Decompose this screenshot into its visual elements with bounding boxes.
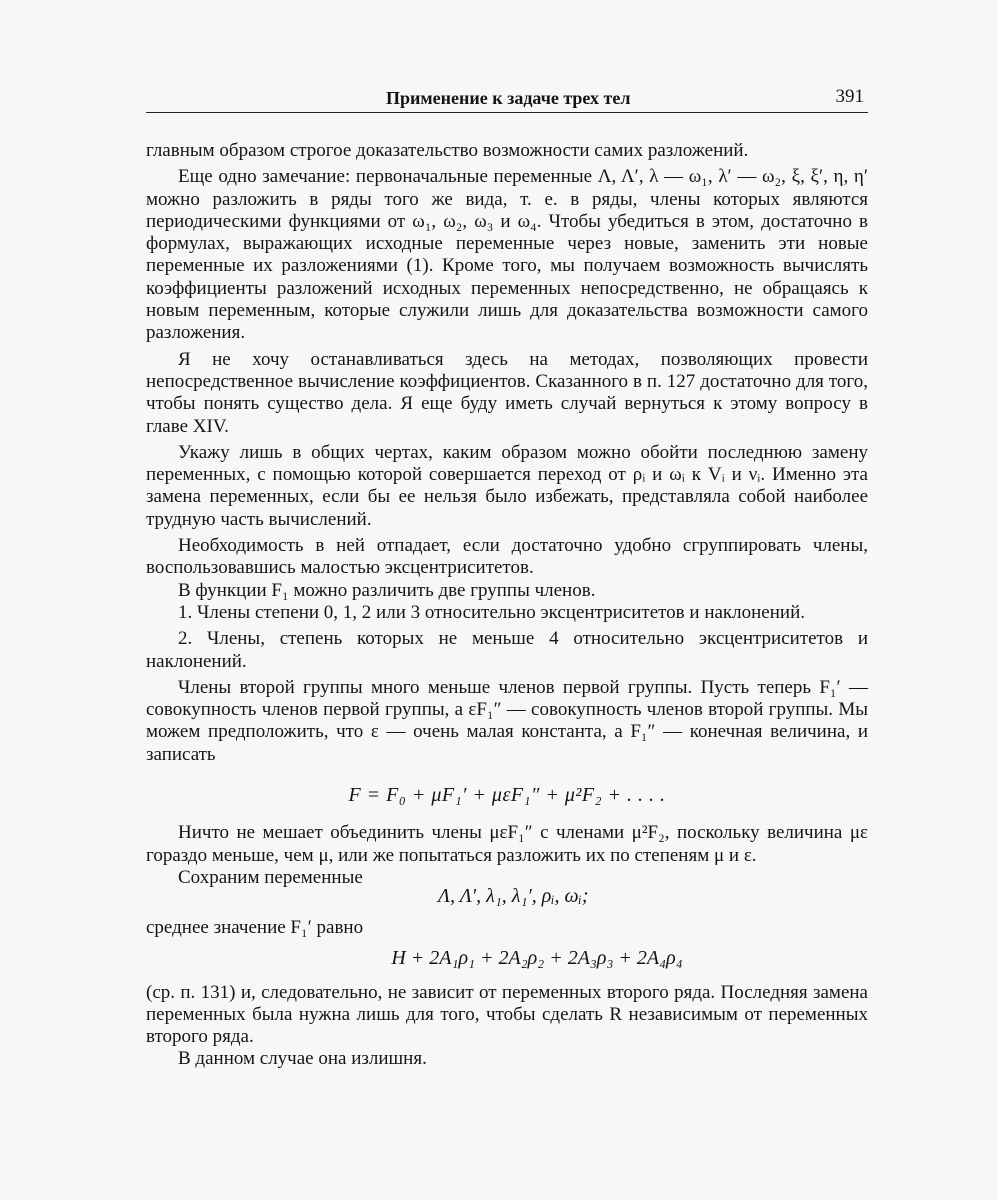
equation-mean-value: H + 2A₁ρ₁ + 2A₂ρ₂ + 2A₃ρ₃ + 2A₄ρ₄ bbox=[391, 947, 683, 970]
running-header bbox=[146, 86, 868, 113]
paragraph: Ничто не мешает объединить члены μεF₁″ с членами μ²F₂, поскольку величина με гораздо меньше, чем μ, или же попытаться разложить их по степеням μ и ε. bbox=[146, 822, 868, 866]
variables-line bbox=[146, 866, 868, 907]
paragraph: В данном случае она излишня. bbox=[178, 1048, 427, 1070]
list-item: 2. Члены, степень которых не меньше 4 относительно эксцентриситетов и наклонений. bbox=[146, 628, 868, 672]
paragraph: Еще одно замечание: первоначальные переменные Λ, Λ′, λ — ω₁, λ′ — ω₂, ξ, ξ′, η, η′ можно разложить в ряды того же вида, т. е. в ряды, члены которых являются периодическими функциями от ω₁, ω₂, ω₃ и ω₄. Чтобы убедиться в этом, достаточно в формулах, выражающих исходные переменные через новые, заменить эти новые переменные их разложениями (1). Кроме того, мы получаем возможность вычислять коэффициенты разложений исходных переменных непосредственно, не обращаясь к новым переменным, которые служили лишь для доказательства возможности самого разложения. bbox=[146, 166, 868, 344]
paragraph: В функции F₁ можно различить две группы членов. bbox=[178, 579, 596, 601]
chapter-title: Применение к задаче трех тел bbox=[386, 88, 631, 108]
paragraph: среднее значение F₁′ равно bbox=[146, 916, 364, 938]
equation-variables: Λ, Λ′, λ₁, λ₁′, ρᵢ, ωᵢ; bbox=[438, 884, 589, 907]
paragraph: Я не хочу останавливаться здесь на методах, позволяющих провести непосредственное вычисление коэффициентов. Сказанного в п. 127 достаточно для того, чтобы понять существо дела. Я еще буду иметь случай вернуться к этому вопросу в главе XIV. bbox=[146, 348, 868, 437]
list-item: 1. Члены степени 0, 1, 2 или 3 относительно эксцентриситетов и наклонений. bbox=[178, 601, 805, 623]
paragraph: главным образом строгое доказательство возможности самих разложений. bbox=[146, 140, 749, 161]
paragraph: Укажу лишь в общих чертах, каким образом можно обойти последнюю замену переменных, с помощью которой совершается переход от ρᵢ и ωᵢ к Vᵢ и νᵢ. Именно эта замена переменных, если бы ее нельзя было избежать, представляла собой наиболее трудную часть вычислений. bbox=[146, 441, 868, 530]
equation-expansion: F = F₀ + μF₁′ + μεF₁″ + μ²F₂ + . . . . bbox=[348, 784, 666, 807]
paragraph: Необходимость в ней отпадает, если достаточно удобно сгруппировать члены, воспользовавшись малостью эксцентриситетов. bbox=[146, 535, 868, 579]
paragraph: Члены второй группы много меньше членов первой группы. Пусть теперь F₁′ — совокупность членов первой группы, а εF₁″ — совокупность членов второй группы. Мы можем предположить, что ε — очень малая константа, а F₁″ — конечная величина, и записать bbox=[146, 676, 868, 765]
paragraph: (ср. п. 131) и, следовательно, не зависит от переменных второго ряда. Последняя замена переменных была нужна лишь для того, чтобы сделать R независимым от переменных второго ряда. bbox=[146, 981, 868, 1048]
paragraph: Сохраним переменные bbox=[178, 866, 363, 888]
main-text bbox=[146, 140, 868, 1071]
page-number: 391 bbox=[835, 86, 864, 107]
